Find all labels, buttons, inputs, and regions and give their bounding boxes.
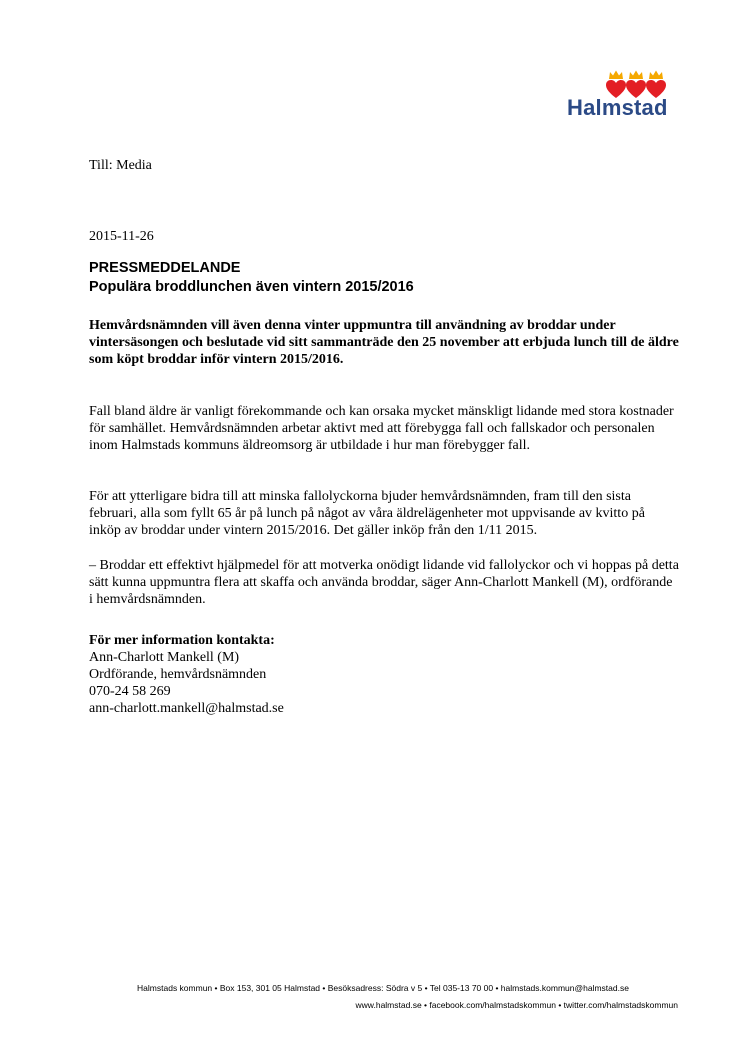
contact-phone: 070-24 58 269 xyxy=(89,684,171,699)
halmstad-logo xyxy=(560,68,680,124)
body-paragraph: Fall bland äldre är vanligt förekommande och kan orsaka mycket mänskligt lidande med stora kostnader för samhället. Hemvårdsnämnden arbetar aktivt med att förebygga fall och fallskador och personalen inom Halmstads kommuns äldreomsorg är utbildade i hur man förebygger fall. xyxy=(89,404,674,453)
quote-paragraph: – Broddar ett effektivt hjälpmedel för att motverka onödigt lidande vid fallolyckor och vi hoppas på detta sätt kunna uppmuntra flera att skaffa och använda broddar, säger Ann-Charlott Mankell (M), ordförande i hemvårdsnämnden. xyxy=(89,558,679,607)
logo-wordmark: Halmstad xyxy=(567,95,668,120)
contact-role: Ordförande, hemvårdsnämnden xyxy=(89,667,267,682)
contact-email: ann-charlott.mankell@halmstad.se xyxy=(89,701,284,716)
release-date: 2015-11-26 xyxy=(89,229,154,244)
lead-paragraph: Hemvårdsnämnden vill även denna vinter uppmuntra till användning av broddar under vintersäsongen och beslutade vid sitt sammanträde den 25 november att erbjuda lunch till de äldre som köpt broddar inför vintern 2015/2016. xyxy=(89,318,679,367)
body-paragraph: För att ytterligare bidra till att minska fallolyckorna bjuder hemvårdsnämnden, fram till den sista februari, alla som fyllt 65 år på lunch på något av våra äldrelägenheter mot uppvisande av kvitto på inköp av broddar under vintern 2015/2016. Det gäller inköp från den 1/11 2015. xyxy=(89,489,645,538)
recipient-line: Till: Media xyxy=(89,158,152,173)
footer-web-links: www.halmstad.se • facebook.com/halmstadskommun • twitter.com/halmstadskommun xyxy=(355,1000,678,1010)
contact-name: Ann-Charlott Mankell (M) xyxy=(89,650,240,665)
footer-address: Halmstads kommun • Box 153, 301 05 Halmstad • Besöksadress: Södra v 5 • Tel 035-13 70 00 • halmstads.kommun@halmstad.se xyxy=(137,983,629,993)
contact-heading: För mer information kontakta: xyxy=(89,633,275,648)
document-type: PRESSMEDDELANDE xyxy=(89,260,241,276)
contact-block xyxy=(89,632,284,717)
headline: Populära broddlunchen även vintern 2015/2016 xyxy=(89,279,414,295)
